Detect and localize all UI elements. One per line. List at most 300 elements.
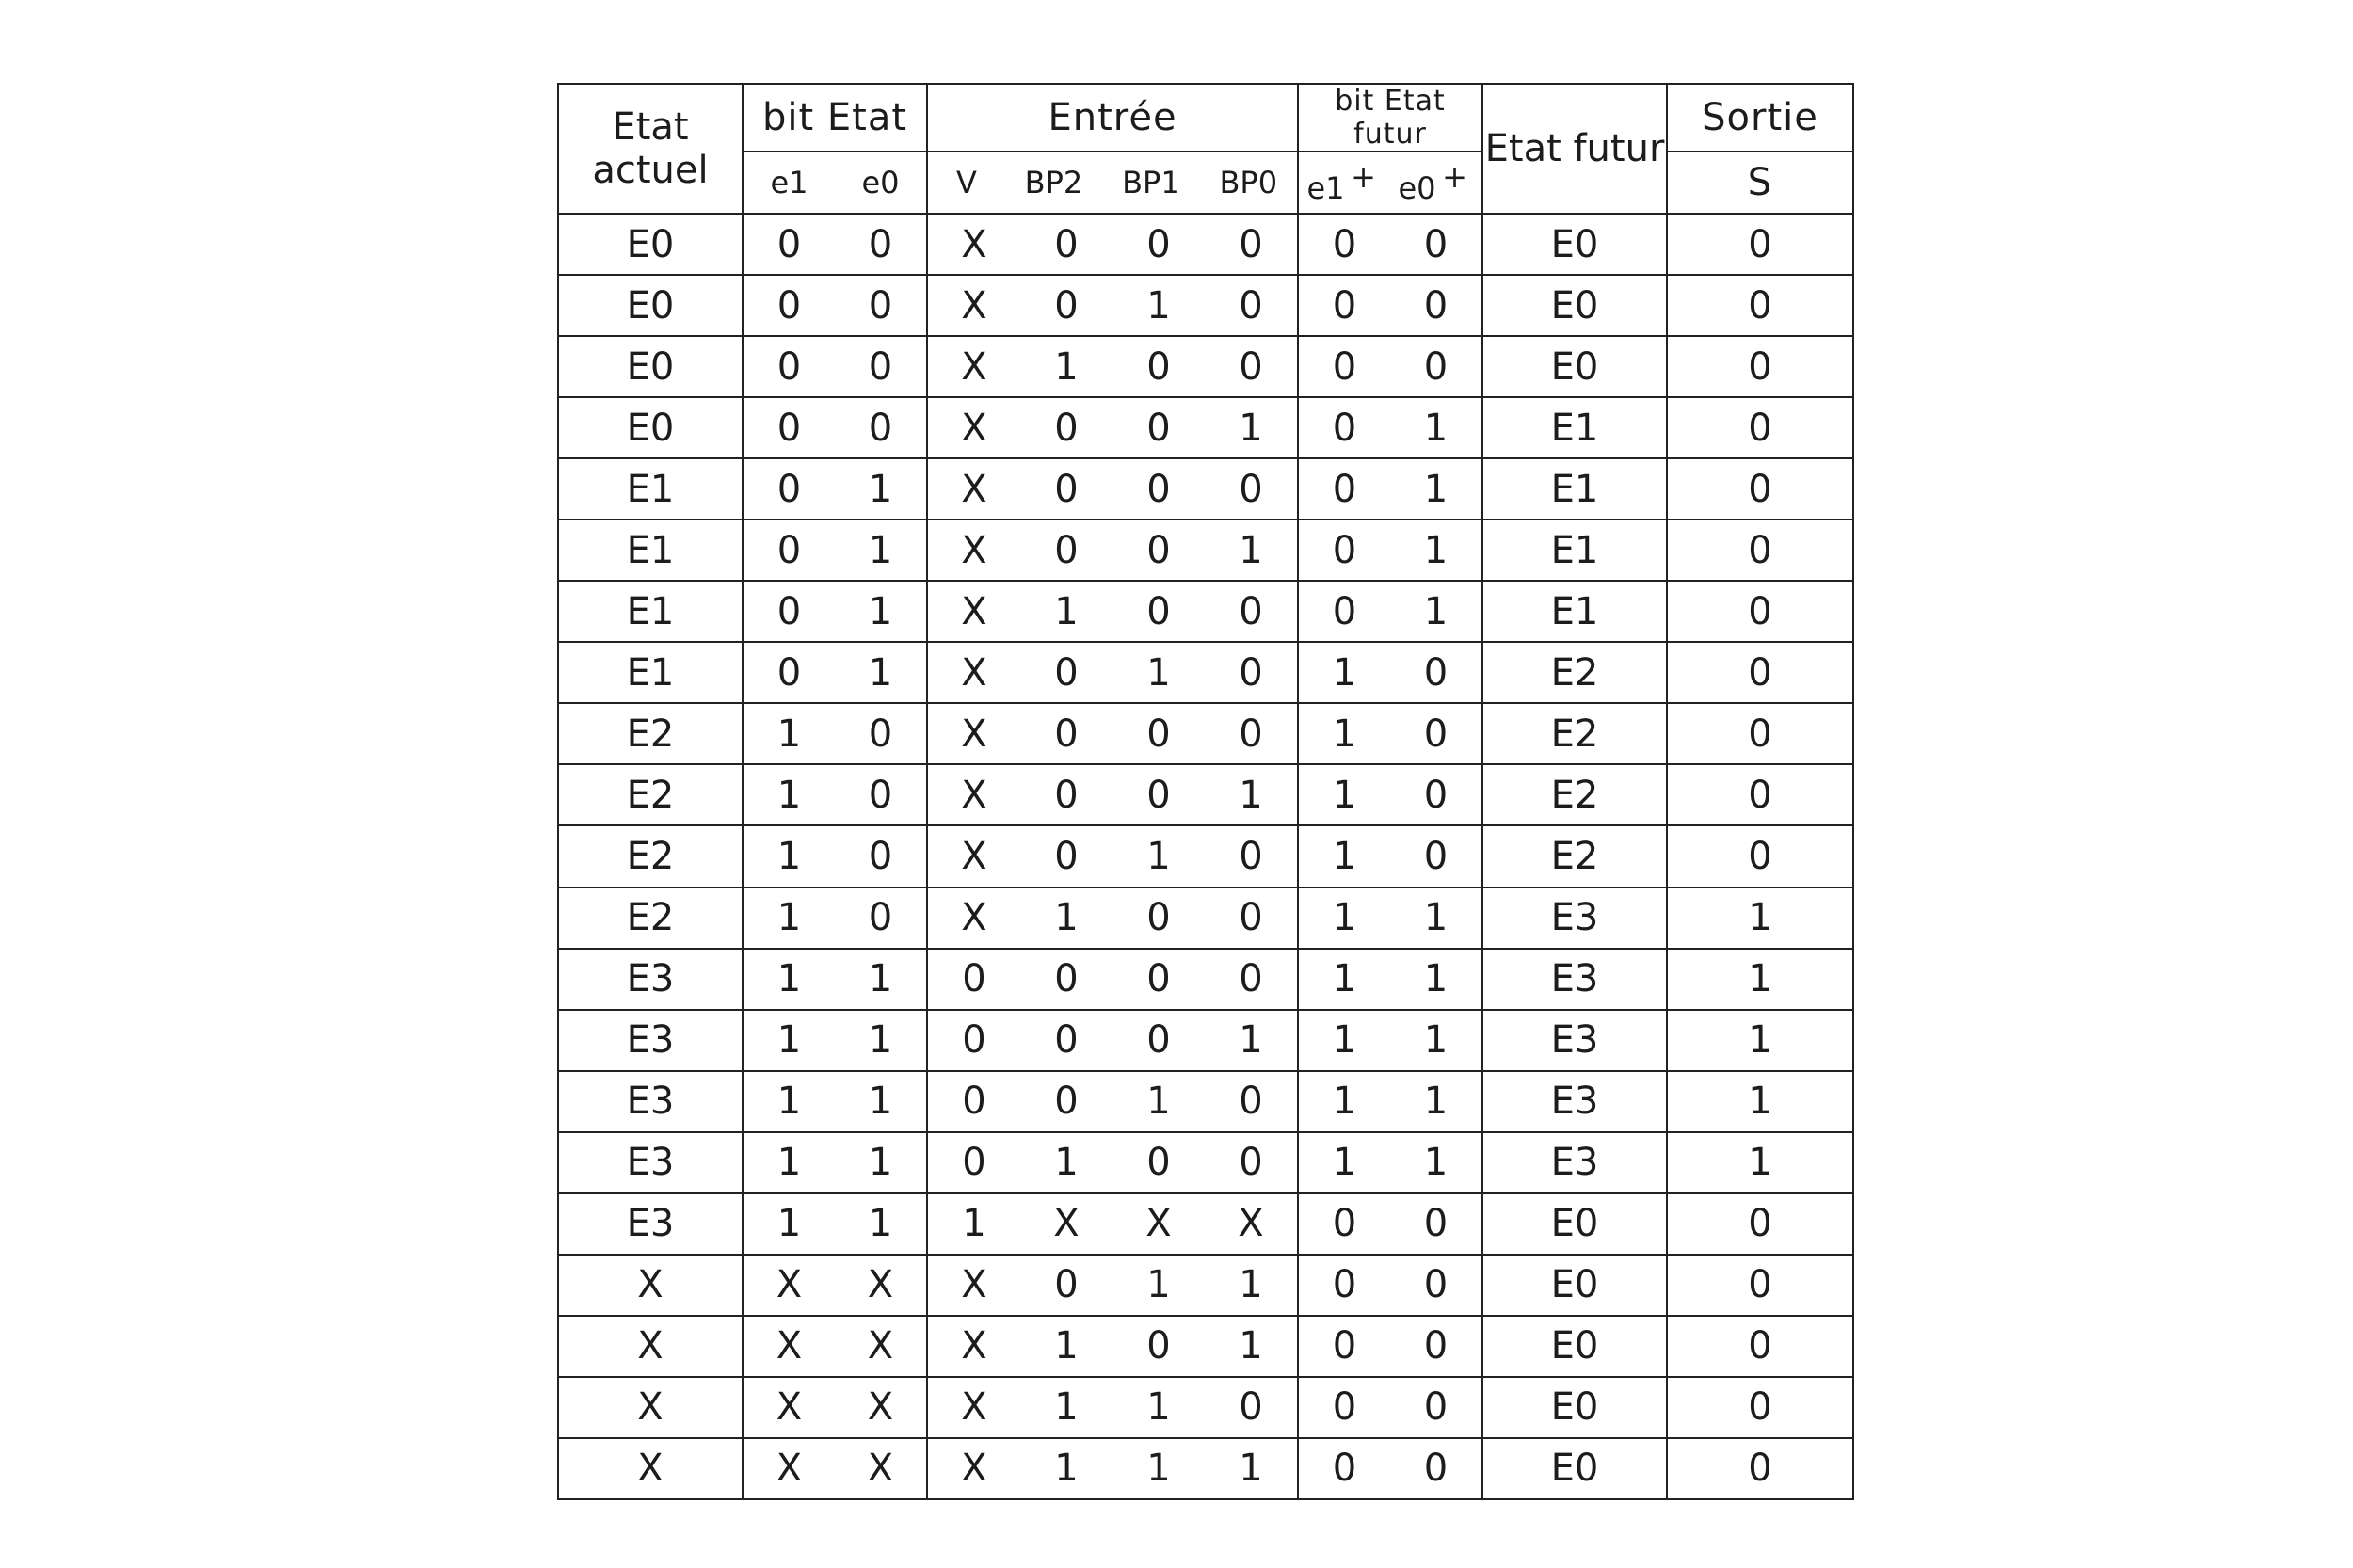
cell-bit-etat xyxy=(743,214,927,275)
header-bit-etat-sub xyxy=(743,152,927,214)
table-row xyxy=(558,1010,1853,1071)
header-e0-plus-sup: + xyxy=(1442,159,1467,196)
cell-bp1: 0 xyxy=(1146,773,1171,817)
cell-e1-plus: 0 xyxy=(1332,406,1357,450)
cell-sortie: 0 xyxy=(1667,397,1853,458)
cell-etat-futur: E2 xyxy=(1482,825,1667,887)
cell-e0: 1 xyxy=(868,1018,893,1063)
cell-etat-actuel: E3 xyxy=(558,949,743,1010)
cell-e1: X xyxy=(776,1263,803,1307)
cell-v: X xyxy=(961,467,987,511)
cell-bit-etat xyxy=(743,703,927,764)
cell-entree xyxy=(927,1438,1298,1499)
state-transition-table xyxy=(557,83,1854,1500)
cell-entree xyxy=(927,1132,1298,1193)
cell-e0: X xyxy=(867,1263,894,1307)
cell-bp2: 0 xyxy=(1054,467,1079,511)
cell-bp0: 1 xyxy=(1239,406,1263,450)
cell-e0-plus: 1 xyxy=(1423,589,1449,633)
cell-etat-actuel: E0 xyxy=(558,336,743,397)
cell-entree xyxy=(927,949,1298,1010)
table-row xyxy=(558,336,1853,397)
cell-bp0: 1 xyxy=(1239,1324,1263,1368)
cell-etat-futur: E2 xyxy=(1482,703,1667,764)
cell-v: X xyxy=(961,834,987,878)
cell-e0-plus: 0 xyxy=(1423,283,1449,328)
cell-e1-plus: 1 xyxy=(1332,1080,1357,1124)
cell-bit-etat-futur xyxy=(1298,1438,1482,1499)
table-row xyxy=(558,520,1853,581)
header-e1-plus xyxy=(1306,159,1382,206)
cell-e1-plus: 1 xyxy=(1332,1141,1357,1185)
cell-e0: 1 xyxy=(868,957,893,1001)
cell-v: X xyxy=(961,1385,987,1430)
cell-bp1: 1 xyxy=(1146,1080,1171,1124)
cell-etat-actuel: X xyxy=(558,1438,743,1499)
cell-etat-futur: E0 xyxy=(1482,1193,1667,1255)
cell-bp1: 0 xyxy=(1146,222,1171,266)
cell-e1-plus: 0 xyxy=(1332,222,1357,266)
cell-e0: 0 xyxy=(868,712,893,756)
cell-e0: 0 xyxy=(868,773,893,817)
cell-etat-futur: E0 xyxy=(1482,1316,1667,1377)
cell-e0-plus: 0 xyxy=(1423,1202,1449,1246)
table-row xyxy=(558,1193,1853,1255)
cell-bp1: 0 xyxy=(1146,1141,1171,1185)
cell-bit-etat-futur xyxy=(1298,581,1482,642)
cell-entree xyxy=(927,888,1298,949)
header-bp0: BP0 xyxy=(1219,165,1278,200)
cell-bit-etat xyxy=(743,1255,927,1316)
cell-bp0: 1 xyxy=(1239,1447,1263,1491)
cell-e1: 1 xyxy=(776,1141,802,1185)
cell-e1-plus: 1 xyxy=(1332,712,1357,756)
cell-e0: 0 xyxy=(868,834,893,878)
cell-bp2: 0 xyxy=(1054,957,1079,1001)
cell-bp1: X xyxy=(1145,1202,1172,1246)
cell-v: 0 xyxy=(962,1080,986,1124)
cell-e1: 0 xyxy=(776,650,802,695)
cell-bp0: 0 xyxy=(1239,283,1263,328)
cell-sortie: 0 xyxy=(1667,764,1853,825)
cell-e0: 1 xyxy=(868,650,893,695)
cell-etat-actuel: E1 xyxy=(558,642,743,703)
cell-v: 1 xyxy=(962,1202,986,1246)
header-etat-actuel xyxy=(558,84,743,214)
cell-bit-etat xyxy=(743,825,927,887)
table-row xyxy=(558,275,1853,336)
cell-etat-actuel: X xyxy=(558,1316,743,1377)
cell-bp1: 1 xyxy=(1146,1385,1171,1430)
cell-bp0: 1 xyxy=(1239,1018,1263,1063)
cell-e1: 1 xyxy=(776,834,802,878)
cell-e0: 1 xyxy=(868,589,893,633)
cell-e0: 1 xyxy=(868,1141,893,1185)
cell-e0-plus: 1 xyxy=(1423,1080,1449,1124)
cell-bit-etat xyxy=(743,520,927,581)
table-row xyxy=(558,397,1853,458)
cell-etat-futur: E2 xyxy=(1482,642,1667,703)
cell-sortie: 1 xyxy=(1667,1010,1853,1071)
cell-bp0: 0 xyxy=(1239,712,1263,756)
cell-bit-etat-futur xyxy=(1298,1193,1482,1255)
cell-bp0: 0 xyxy=(1239,1141,1263,1185)
cell-e0-plus: 1 xyxy=(1423,467,1449,511)
cell-etat-futur: E2 xyxy=(1482,764,1667,825)
cell-e0: X xyxy=(867,1385,894,1430)
cell-bit-etat xyxy=(743,1071,927,1132)
cell-bp1: 1 xyxy=(1146,283,1171,328)
cell-bp1: 0 xyxy=(1146,467,1171,511)
table-row xyxy=(558,581,1853,642)
cell-e1: 1 xyxy=(776,1202,802,1246)
cell-sortie: 0 xyxy=(1667,336,1853,397)
cell-bp0: 1 xyxy=(1239,1263,1263,1307)
cell-bp0: 0 xyxy=(1239,1080,1263,1124)
cell-etat-actuel: E3 xyxy=(558,1010,743,1071)
header-entree: Entrée xyxy=(927,84,1298,152)
cell-e0-plus: 1 xyxy=(1423,896,1449,940)
cell-bit-etat xyxy=(743,458,927,520)
cell-bit-etat-futur xyxy=(1298,520,1482,581)
cell-bp2: 1 xyxy=(1054,589,1079,633)
cell-entree xyxy=(927,397,1298,458)
cell-etat-futur: E0 xyxy=(1482,275,1667,336)
cell-e0-plus: 0 xyxy=(1423,1324,1449,1368)
cell-bp0: 0 xyxy=(1239,1385,1263,1430)
cell-bp2: 0 xyxy=(1054,1263,1079,1307)
cell-e1: 1 xyxy=(776,712,802,756)
cell-bp2: 1 xyxy=(1054,1324,1079,1368)
cell-bit-etat-futur xyxy=(1298,703,1482,764)
cell-bp2: 0 xyxy=(1054,222,1079,266)
cell-sortie: 0 xyxy=(1667,703,1853,764)
cell-entree xyxy=(927,764,1298,825)
cell-bit-etat-futur xyxy=(1298,458,1482,520)
cell-entree xyxy=(927,1377,1298,1438)
cell-e1-plus: 1 xyxy=(1332,650,1357,695)
cell-v: X xyxy=(961,344,987,389)
cell-bit-etat-futur xyxy=(1298,214,1482,275)
cell-bp1: 0 xyxy=(1146,1324,1171,1368)
cell-e1-plus: 0 xyxy=(1332,467,1357,511)
cell-bp2: 0 xyxy=(1054,1018,1079,1063)
cell-sortie: 0 xyxy=(1667,458,1853,520)
cell-bp0: 0 xyxy=(1239,650,1263,695)
table-body xyxy=(558,214,1853,1499)
cell-bit-etat xyxy=(743,764,927,825)
cell-bit-etat-futur xyxy=(1298,336,1482,397)
cell-entree xyxy=(927,336,1298,397)
cell-bit-etat-futur xyxy=(1298,764,1482,825)
cell-bp0: 1 xyxy=(1239,773,1263,817)
cell-bp0: 0 xyxy=(1239,896,1263,940)
cell-e0: 0 xyxy=(868,406,893,450)
cell-etat-futur: E0 xyxy=(1482,214,1667,275)
cell-sortie: 0 xyxy=(1667,1316,1853,1377)
header-e1-plus-sup: + xyxy=(1351,159,1376,196)
cell-e1-plus: 1 xyxy=(1332,773,1357,817)
cell-e0-plus: 0 xyxy=(1423,773,1449,817)
cell-sortie: 1 xyxy=(1667,1071,1853,1132)
cell-entree xyxy=(927,275,1298,336)
cell-sortie: 0 xyxy=(1667,825,1853,887)
cell-etat-actuel: E2 xyxy=(558,764,743,825)
state-transition-table-sheet xyxy=(557,83,1852,1500)
cell-entree xyxy=(927,1071,1298,1132)
header-sortie: Sortie xyxy=(1667,84,1853,152)
header-bit-etat-futur: bit Etat futur xyxy=(1298,84,1482,152)
cell-e1: 0 xyxy=(776,406,802,450)
cell-bp2: 1 xyxy=(1054,1385,1079,1430)
cell-etat-actuel: E3 xyxy=(558,1193,743,1255)
cell-e1-plus: 0 xyxy=(1332,1263,1357,1307)
cell-e1-plus: 0 xyxy=(1332,1385,1357,1430)
cell-e1-plus: 1 xyxy=(1332,957,1357,1001)
cell-e1-plus: 0 xyxy=(1332,1324,1357,1368)
cell-entree xyxy=(927,825,1298,887)
cell-bit-etat-futur xyxy=(1298,1316,1482,1377)
cell-v: X xyxy=(961,1447,987,1491)
cell-e0-plus: 0 xyxy=(1423,650,1449,695)
cell-e0-plus: 0 xyxy=(1423,344,1449,389)
cell-v: X xyxy=(961,650,987,695)
cell-e1-plus: 0 xyxy=(1332,1447,1357,1491)
cell-etat-actuel: X xyxy=(558,1377,743,1438)
cell-v: X xyxy=(961,528,987,572)
cell-e1: X xyxy=(776,1385,803,1430)
cell-etat-actuel: E2 xyxy=(558,888,743,949)
cell-e0-plus: 1 xyxy=(1423,406,1449,450)
cell-v: 0 xyxy=(962,1141,986,1185)
cell-bp2: 0 xyxy=(1054,406,1079,450)
header-e1-plus-base: e1 xyxy=(1306,169,1345,206)
cell-e0-plus: 0 xyxy=(1423,1385,1449,1430)
cell-e0: 0 xyxy=(868,222,893,266)
cell-bp1: 0 xyxy=(1146,1018,1171,1063)
cell-e0-plus: 1 xyxy=(1423,1141,1449,1185)
cell-bp2: 0 xyxy=(1054,834,1079,878)
header-e0-plus xyxy=(1398,159,1473,206)
cell-e0-plus: 0 xyxy=(1423,712,1449,756)
cell-sortie: 0 xyxy=(1667,214,1853,275)
cell-etat-futur: E1 xyxy=(1482,520,1667,581)
cell-etat-actuel: E2 xyxy=(558,703,743,764)
header-e0-plus-base: e0 xyxy=(1398,169,1436,206)
cell-etat-actuel: E1 xyxy=(558,581,743,642)
cell-e1-plus: 1 xyxy=(1332,896,1357,940)
cell-etat-futur: E3 xyxy=(1482,1132,1667,1193)
cell-bp2: 1 xyxy=(1054,896,1079,940)
header-etat-actuel-label: Etat actuel xyxy=(592,105,709,192)
cell-bp0: 0 xyxy=(1239,467,1263,511)
cell-e0-plus: 1 xyxy=(1423,1018,1449,1063)
cell-bit-etat xyxy=(743,888,927,949)
cell-sortie: 0 xyxy=(1667,581,1853,642)
cell-e1: 1 xyxy=(776,773,802,817)
table-row xyxy=(558,888,1853,949)
cell-e0: X xyxy=(867,1447,894,1491)
cell-e1: 0 xyxy=(776,283,802,328)
cell-entree xyxy=(927,520,1298,581)
cell-e0-plus: 1 xyxy=(1423,528,1449,572)
cell-bp1: 0 xyxy=(1146,344,1171,389)
cell-bit-etat-futur xyxy=(1298,888,1482,949)
cell-e1: 0 xyxy=(776,589,802,633)
header-etat-futur xyxy=(1482,84,1667,214)
cell-etat-futur: E3 xyxy=(1482,888,1667,949)
cell-etat-actuel: E1 xyxy=(558,520,743,581)
cell-bit-etat xyxy=(743,581,927,642)
header-s: S xyxy=(1667,152,1853,214)
cell-bp2: 1 xyxy=(1054,1447,1079,1491)
cell-sortie: 0 xyxy=(1667,1193,1853,1255)
cell-v: X xyxy=(961,222,987,266)
cell-bit-etat-futur xyxy=(1298,1255,1482,1316)
table-row xyxy=(558,642,1853,703)
cell-bit-etat-futur xyxy=(1298,642,1482,703)
cell-bit-etat-futur xyxy=(1298,1071,1482,1132)
cell-e1: 0 xyxy=(776,344,802,389)
cell-entree xyxy=(927,642,1298,703)
cell-bp1: 0 xyxy=(1146,957,1171,1001)
table-row xyxy=(558,764,1853,825)
header-etat-futur-label: Etat futur xyxy=(1484,127,1665,170)
cell-sortie: 1 xyxy=(1667,888,1853,949)
cell-e0: 1 xyxy=(868,1080,893,1124)
cell-etat-actuel: X xyxy=(558,1255,743,1316)
cell-bp2: 1 xyxy=(1054,344,1079,389)
cell-etat-futur: E0 xyxy=(1482,336,1667,397)
cell-e0-plus: 0 xyxy=(1423,1447,1449,1491)
cell-e1: 1 xyxy=(776,957,802,1001)
cell-e0: 0 xyxy=(868,283,893,328)
cell-e0-plus: 1 xyxy=(1423,957,1449,1001)
header-bit-etat: bit Etat xyxy=(743,84,927,152)
cell-e0: 1 xyxy=(868,528,893,572)
cell-bit-etat xyxy=(743,1132,927,1193)
cell-e1: 0 xyxy=(776,467,802,511)
header-bp1: BP1 xyxy=(1122,165,1180,200)
cell-e1: 1 xyxy=(776,1018,802,1063)
cell-e1-plus: 0 xyxy=(1332,283,1357,328)
cell-e0-plus: 0 xyxy=(1423,222,1449,266)
cell-bp0: 0 xyxy=(1239,957,1263,1001)
table-row xyxy=(558,703,1853,764)
cell-bit-etat xyxy=(743,336,927,397)
header-bp2: BP2 xyxy=(1024,165,1083,200)
cell-v: X xyxy=(961,589,987,633)
cell-e0: 1 xyxy=(868,467,893,511)
cell-bit-etat xyxy=(743,1193,927,1255)
cell-bit-etat-futur xyxy=(1298,1132,1482,1193)
cell-v: X xyxy=(961,773,987,817)
cell-sortie: 0 xyxy=(1667,1255,1853,1316)
cell-e1-plus: 1 xyxy=(1332,834,1357,878)
cell-e1-plus: 0 xyxy=(1332,1202,1357,1246)
cell-bp2: 0 xyxy=(1054,773,1079,817)
table-row xyxy=(558,458,1853,520)
cell-v: X xyxy=(961,283,987,328)
cell-etat-actuel: E3 xyxy=(558,1132,743,1193)
cell-sortie: 0 xyxy=(1667,642,1853,703)
cell-e1: X xyxy=(776,1447,803,1491)
cell-entree xyxy=(927,458,1298,520)
cell-etat-futur: E1 xyxy=(1482,581,1667,642)
cell-bp2: 0 xyxy=(1054,528,1079,572)
cell-v: X xyxy=(961,1263,987,1307)
cell-etat-futur: E1 xyxy=(1482,458,1667,520)
table-row xyxy=(558,825,1853,887)
cell-e0: 0 xyxy=(868,896,893,940)
cell-entree xyxy=(927,581,1298,642)
cell-bp0: 0 xyxy=(1239,344,1263,389)
cell-bit-etat xyxy=(743,1438,927,1499)
cell-v: X xyxy=(961,712,987,756)
cell-bp0: X xyxy=(1238,1202,1264,1246)
cell-v: X xyxy=(961,1324,987,1368)
cell-etat-futur: E3 xyxy=(1482,1071,1667,1132)
cell-bp2: 1 xyxy=(1054,1141,1079,1185)
cell-e0: 0 xyxy=(868,344,893,389)
cell-e1: 1 xyxy=(776,1080,802,1124)
cell-bp1: 0 xyxy=(1146,589,1171,633)
cell-bp1: 0 xyxy=(1146,712,1171,756)
header-bit-etat-futur-sub xyxy=(1298,152,1482,214)
cell-v: 0 xyxy=(962,1018,986,1063)
cell-bp1: 1 xyxy=(1146,1447,1171,1491)
cell-etat-actuel: E3 xyxy=(558,1071,743,1132)
cell-etat-actuel: E2 xyxy=(558,825,743,887)
cell-etat-actuel: E0 xyxy=(558,397,743,458)
cell-bp2: 0 xyxy=(1054,1080,1079,1124)
cell-etat-futur: E0 xyxy=(1482,1438,1667,1499)
cell-bp2: 0 xyxy=(1054,712,1079,756)
cell-etat-actuel: E0 xyxy=(558,275,743,336)
cell-bp0: 0 xyxy=(1239,589,1263,633)
cell-bp1: 0 xyxy=(1146,528,1171,572)
cell-bp2: X xyxy=(1053,1202,1080,1246)
cell-bit-etat-futur xyxy=(1298,397,1482,458)
cell-bp1: 1 xyxy=(1146,1263,1171,1307)
cell-v: X xyxy=(961,896,987,940)
table-row xyxy=(558,214,1853,275)
cell-entree xyxy=(927,1255,1298,1316)
cell-sortie: 0 xyxy=(1667,275,1853,336)
cell-e1: 0 xyxy=(776,222,802,266)
cell-e1-plus: 0 xyxy=(1332,528,1357,572)
cell-bp1: 0 xyxy=(1146,406,1171,450)
cell-e1-plus: 0 xyxy=(1332,344,1357,389)
header-e0: e0 xyxy=(861,165,900,200)
cell-bp2: 0 xyxy=(1054,283,1079,328)
cell-bp1: 1 xyxy=(1146,834,1171,878)
table-row xyxy=(558,1377,1853,1438)
cell-e0-plus: 0 xyxy=(1423,1263,1449,1307)
cell-bit-etat-futur xyxy=(1298,825,1482,887)
table-row xyxy=(558,1071,1853,1132)
table-row xyxy=(558,949,1853,1010)
cell-bit-etat-futur xyxy=(1298,949,1482,1010)
cell-e0: 1 xyxy=(868,1202,893,1246)
cell-bp2: 0 xyxy=(1054,650,1079,695)
cell-etat-futur: E0 xyxy=(1482,1255,1667,1316)
cell-etat-futur: E1 xyxy=(1482,397,1667,458)
cell-e1-plus: 0 xyxy=(1332,589,1357,633)
cell-etat-futur: E3 xyxy=(1482,1010,1667,1071)
cell-etat-futur: E0 xyxy=(1482,1377,1667,1438)
cell-bit-etat-futur xyxy=(1298,1377,1482,1438)
